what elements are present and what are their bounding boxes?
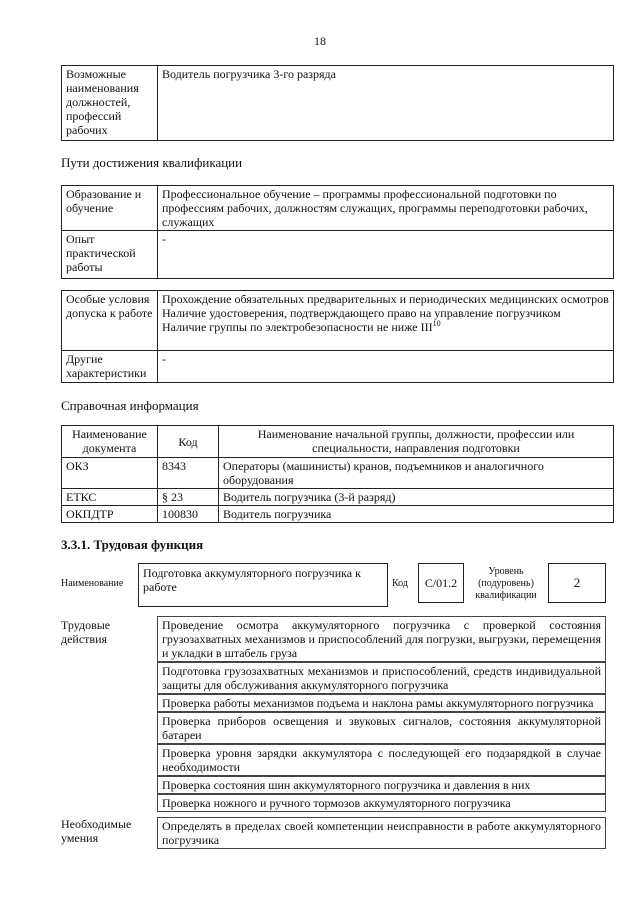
- labor-action-item: Проверка работы механизмов подъема и наклона рамы аккумуляторного погрузчика: [157, 694, 606, 712]
- labor-action-item: Проверка ножного и ручного тормозов аккумуляторного погрузчика: [157, 794, 606, 812]
- qualification-level-label: Уровень (подуровень) квалификации: [475, 566, 537, 601]
- ref-code: 8343: [158, 458, 219, 489]
- ref-header-code: Код: [158, 426, 219, 458]
- qualification-level-box: [548, 563, 606, 603]
- ref-header-doc: Наименование документа: [62, 426, 158, 458]
- page-number: 18: [314, 34, 326, 48]
- footnote-marker: 10: [432, 319, 441, 328]
- other-characteristics-label: Другие характеристики: [62, 351, 158, 383]
- labor-action-item: Проведение осмотра аккумуляторного погрузчика с проверкой состояния грузозахватных механизмов и приспособлений для погрузки, выгрузки, перемещения и укладки в штабель груза: [157, 616, 606, 662]
- labor-action-item: Проверка состояния шин аккумуляторного погрузчика и давления в них: [157, 776, 606, 794]
- skills-list: [157, 817, 606, 849]
- qualification-paths-title: Пути достижения квалификации: [61, 155, 243, 170]
- name-label: Наименование: [61, 578, 124, 589]
- labor-function-name: Подготовка аккумуляторного погрузчика к работе: [143, 566, 361, 594]
- experience-value: -: [158, 231, 614, 279]
- reference-title: Справочная информация: [61, 398, 199, 413]
- ref-doc: ОКПДТР: [62, 506, 158, 523]
- job-titles-label: Возможные наименования должностей, профессий рабочих: [62, 66, 158, 141]
- ref-doc: ОКЗ: [62, 458, 158, 489]
- experience-label: Опыт практической работы: [62, 231, 158, 279]
- labor-action-item: Проверка приборов освещения и звуковых сигналов, состояния аккумуляторной батареи: [157, 712, 606, 744]
- special-condition-line: Наличие удостоверения, подтверждающего право на управление погрузчиком: [162, 306, 561, 320]
- education-value: Профессиональное обучение – программы профессиональной подготовки по профессиям рабочих, должностям служащих, программы переподготовки рабочих, служащих: [158, 186, 614, 231]
- qualification-paths-table: [61, 185, 614, 279]
- ref-name: Операторы (машинисты) кранов, подъемников и аналогичного оборудования: [219, 458, 614, 489]
- ref-name: Водитель погрузчика (3-й разряд): [219, 489, 614, 506]
- labor-action-item: Подготовка грузозахватных механизмов и приспособлений, средств индивидуальной защиты для обслуживания аккумуляторного погрузчика: [157, 662, 606, 694]
- reference-table: [61, 425, 614, 523]
- special-condition-line: [162, 320, 609, 334]
- labor-action-item: Проверка уровня зарядки аккумулятора с последующей его подзарядкой в случае необходимости: [157, 744, 606, 776]
- special-condition-line: Прохождение обязательных предварительных и периодических медицинских осмотров: [162, 292, 609, 306]
- labor-function-code-box: [418, 563, 464, 603]
- ref-code: 100830: [158, 506, 219, 523]
- labor-function-heading: 3.3.1. Трудовая функция: [61, 537, 204, 552]
- ref-doc: ЕТКС: [62, 489, 158, 506]
- labor-function-name-box: [138, 563, 388, 607]
- electrical-safety-text: Наличие группы по электробезопасности не ниже III: [162, 320, 433, 334]
- special-conditions-label: Особые условия допуска к работе: [62, 291, 158, 351]
- ref-code: § 23: [158, 489, 219, 506]
- skill-item: Определять в пределах своей компетенции неисправности в работе аккумуляторного погрузчика: [157, 817, 606, 849]
- qualification-level-value: 2: [573, 575, 581, 590]
- job-titles-value: Водитель погрузчика 3-го разряда: [158, 66, 614, 141]
- job-titles-table: [61, 65, 614, 141]
- education-label: Образование и обучение: [62, 186, 158, 231]
- labor-actions-label: Трудовые действия: [61, 618, 111, 646]
- labor-function-code: С/01.2: [424, 576, 458, 590]
- ref-name: Водитель погрузчика: [219, 506, 614, 523]
- ref-header-name: Наименование начальной группы, должности, профессии или специальности, направления подготовки: [219, 426, 614, 458]
- skills-label: Необходимые умения: [61, 817, 132, 845]
- other-characteristics-value: -: [158, 351, 614, 383]
- special-conditions-value: [158, 291, 614, 351]
- admission-table: [61, 290, 614, 383]
- code-label: Код: [392, 578, 408, 589]
- labor-actions-list: [157, 616, 606, 812]
